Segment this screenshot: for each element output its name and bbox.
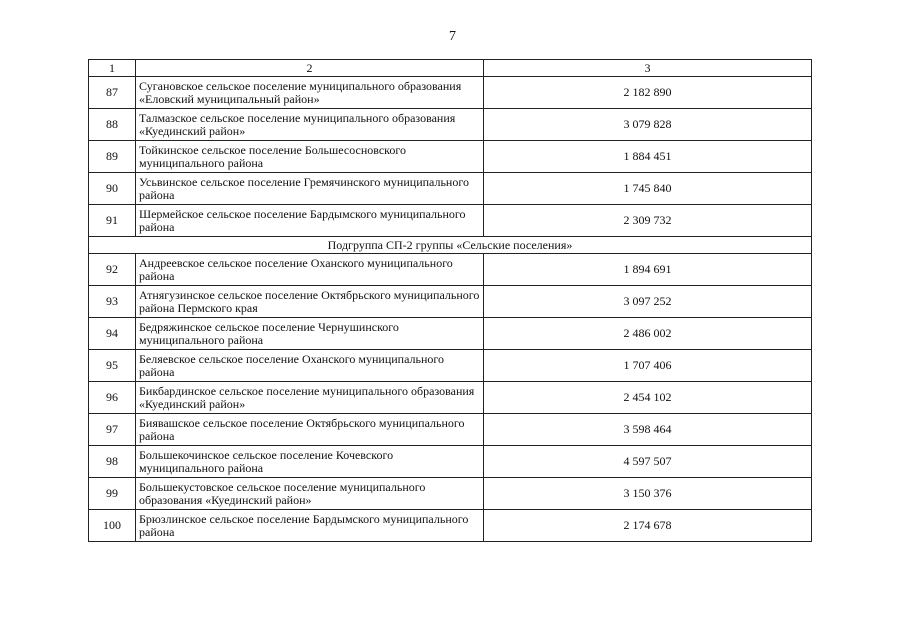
table-row [89,77,812,109]
amount-value: 2 174 678 [484,510,812,542]
table-row [89,350,812,382]
table-row [89,382,812,414]
row-number: 100 [89,510,136,542]
settlement-name: Большекочинское сельское поселение Кочевского муниципального района [136,446,484,478]
amount-value: 1 745 840 [484,173,812,205]
table-row [89,318,812,350]
table-header-row [89,60,812,77]
settlement-name: Бикбардинское сельское поселение муниципального образования «Куединский район» [136,382,484,414]
amount-value: 2 486 002 [484,318,812,350]
amount-value: 1 707 406 [484,350,812,382]
table-row [89,478,812,510]
amount-value: 3 598 464 [484,414,812,446]
row-number: 94 [89,318,136,350]
amount-value: 3 150 376 [484,478,812,510]
settlement-name: Сугановское сельское поселение муниципального образования «Еловский муниципальный район» [136,77,484,109]
settlements-table [88,59,812,542]
subgroup-title: Подгруппа СП-2 группы «Сельские поселения» [89,237,812,254]
column-header: 3 [484,60,812,77]
settlement-name: Бедряжинское сельское поселение Чернушинского муниципального района [136,318,484,350]
row-number: 98 [89,446,136,478]
settlement-name: Биявашское сельское поселение Октябрьского муниципального района [136,414,484,446]
row-number: 99 [89,478,136,510]
column-header: 2 [136,60,484,77]
table-row [89,254,812,286]
amount-value: 2 309 732 [484,205,812,237]
table-row [89,141,812,173]
table-row [89,109,812,141]
row-number: 97 [89,414,136,446]
amount-value: 2 454 102 [484,382,812,414]
table-row [89,510,812,542]
row-number: 92 [89,254,136,286]
row-number: 93 [89,286,136,318]
row-number: 88 [89,109,136,141]
table-row [89,173,812,205]
row-number: 90 [89,173,136,205]
page-number: 7 [449,29,456,44]
amount-value: 4 597 507 [484,446,812,478]
table-row [89,205,812,237]
amount-value: 1 894 691 [484,254,812,286]
table-row [89,286,812,318]
row-number: 87 [89,77,136,109]
subgroup-row [89,237,812,254]
amount-value: 3 097 252 [484,286,812,318]
settlement-name: Шермейское сельское поселение Бардымского муниципального района [136,205,484,237]
row-number: 96 [89,382,136,414]
settlement-name: Усьвинское сельское поселение Гремячинского муниципального района [136,173,484,205]
table-row [89,414,812,446]
settlement-name: Талмазское сельское поселение муниципального образования «Куединский район» [136,109,484,141]
row-number: 89 [89,141,136,173]
amount-value: 1 884 451 [484,141,812,173]
settlement-name: Андреевское сельское поселение Оханского муниципального района [136,254,484,286]
settlement-name: Брюзлинское сельское поселение Бардымского муниципального района [136,510,484,542]
settlement-name: Тойкинское сельское поселение Большесосновского муниципального района [136,141,484,173]
settlement-name: Большекустовское сельское поселение муниципального образования «Куединский район» [136,478,484,510]
settlement-name: Атнягузинское сельское поселение Октябрьского муниципального района Пермского края [136,286,484,318]
row-number: 95 [89,350,136,382]
table-row [89,446,812,478]
settlement-name: Беляевское сельское поселение Оханского муниципального района [136,350,484,382]
amount-value: 3 079 828 [484,109,812,141]
amount-value: 2 182 890 [484,77,812,109]
row-number: 91 [89,205,136,237]
column-header: 1 [89,60,136,77]
